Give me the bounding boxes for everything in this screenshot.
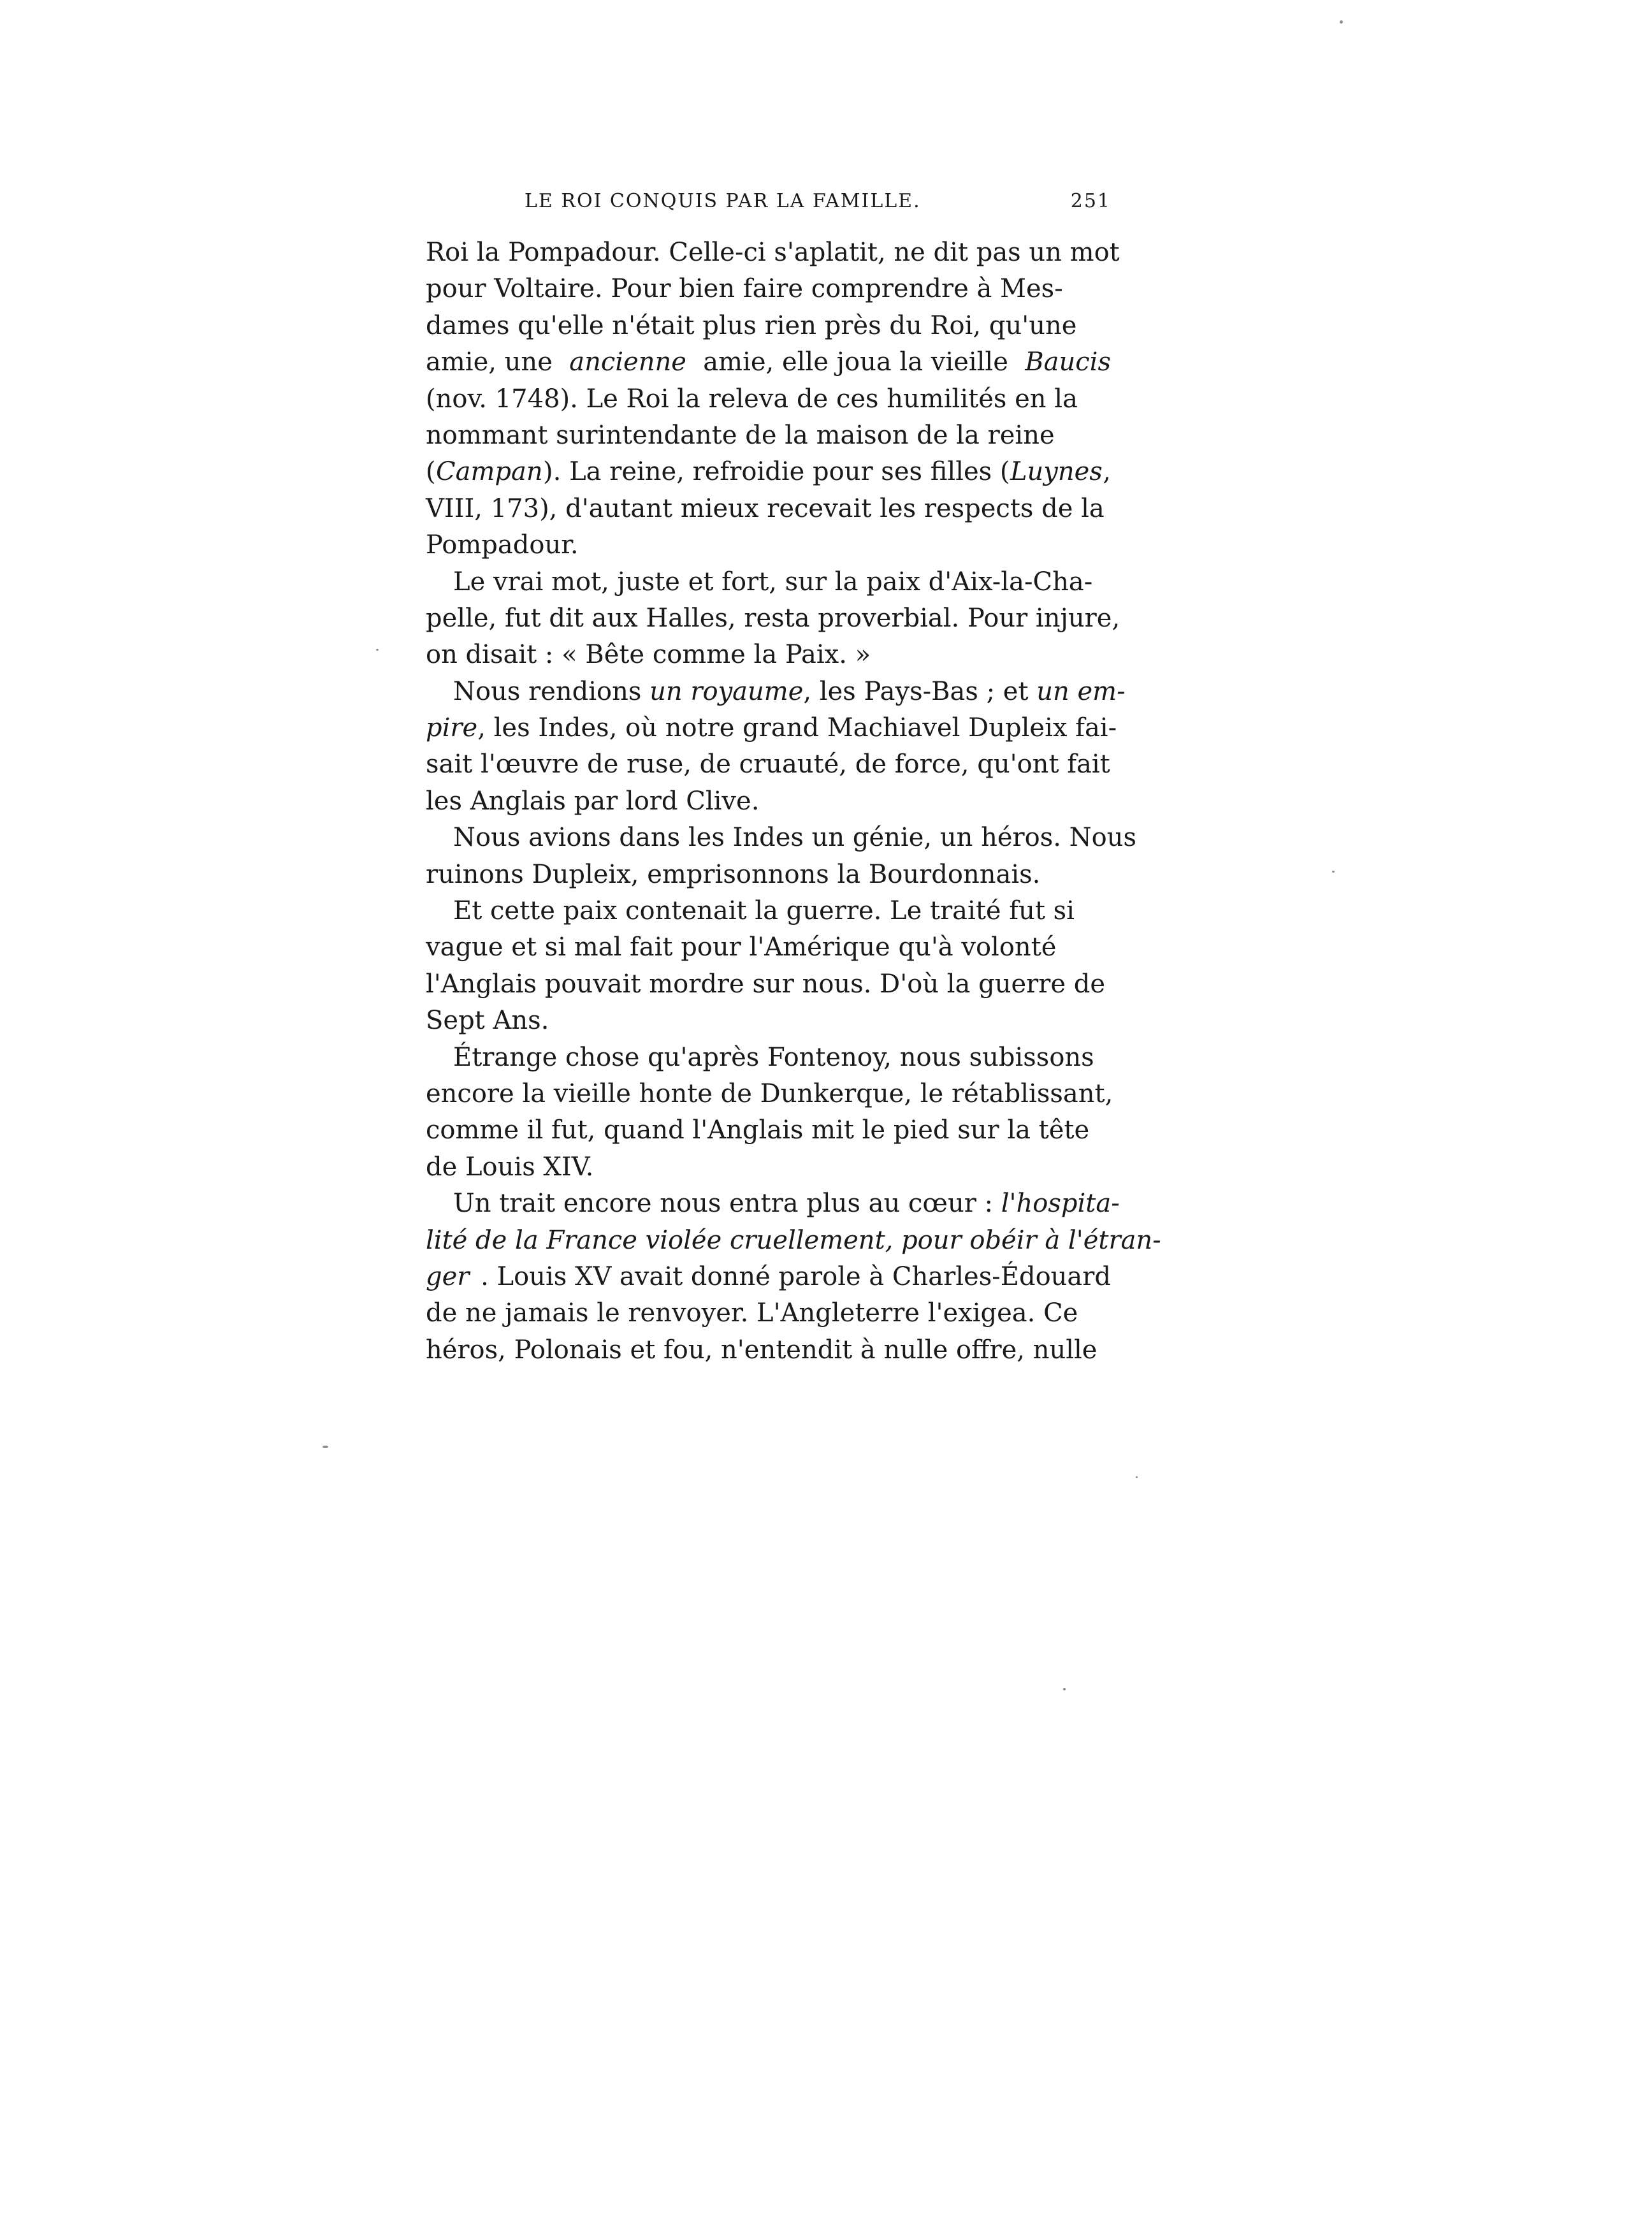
- text-line: Le vrai mot, juste et fort, sur la paix d'Aix-la-Cha-: [453, 567, 1093, 597]
- text-line: comme il fut, quand l'Anglais mit le pied sur la tête: [426, 1115, 1090, 1145]
- body-text: [426, 235, 1161, 1368]
- text-line: l'Anglais pouvait mordre sur nous. D'où la guerre de: [426, 969, 1106, 999]
- text-line: Nous rendions un royaume , les Pays-Bas ; et un em-: [453, 676, 1126, 706]
- text-line: vague et si mal fait pour l'Amérique qu'à volonté: [426, 933, 1057, 962]
- running-header: [426, 190, 1111, 228]
- text-line: pelle, fut dit aux Halles, resta proverbial. Pour injure,: [426, 603, 1120, 633]
- text-line: nommant surintendante de la maison de la reine: [426, 420, 1055, 450]
- text-line: Et cette paix contenait la guerre. Le traité fut si: [453, 896, 1075, 926]
- text-line: les Anglais par lord Clive.: [426, 786, 760, 816]
- text-line: de ne jamais le renvoyer. L'Angleterre l'exigea. Ce: [426, 1298, 1078, 1328]
- scan-speck: [376, 649, 379, 651]
- text-line: de Louis XIV.: [426, 1152, 594, 1182]
- text-line: sait l'œuvre de ruse, de cruauté, de force, qu'ont fait: [426, 750, 1110, 780]
- scan-speck: [1136, 1476, 1138, 1478]
- text-line: encore la vieille honte de Dunkerque, le rétablissant,: [426, 1078, 1113, 1108]
- text-line: ruinons Dupleix, emprisonnons la Bourdonnais.: [426, 859, 1041, 889]
- text-line: dames qu'elle n'était plus rien près du Roi, qu'une: [426, 310, 1077, 340]
- text-line: Nous avions dans les Indes un génie, un héros. Nous: [453, 823, 1137, 853]
- text-line: Sept Ans.: [426, 1006, 549, 1036]
- scan-speck: [1340, 20, 1343, 24]
- text-line: Un trait encore nous entra plus au cœur : l'hospita-: [453, 1189, 1120, 1219]
- page-number: 251: [1070, 190, 1111, 212]
- text-line: (nov. 1748). Le Roi la releva de ces humilités en la: [426, 384, 1078, 414]
- text-line: Étrange chose qu'après Fontenoy, nous subissons: [453, 1042, 1094, 1072]
- scan-speck: [1332, 871, 1335, 873]
- text-line: Pompadour.: [426, 530, 579, 560]
- text-line: VIII, 173), d'autant mieux recevait les respects de la: [426, 493, 1105, 523]
- scan-speck: [322, 1446, 328, 1448]
- text-line: amie, une ancienne amie, elle joua la vieille Baucis: [426, 347, 1111, 377]
- text-line: héros, Polonais et fou, n'entendit à nulle offre, nulle: [426, 1335, 1098, 1365]
- running-title: LE ROI CONQUIS PAR LA FAMILLE.: [525, 190, 921, 212]
- text-line: pour Voltaire. Pour bien faire comprendre à Mes-: [426, 274, 1063, 304]
- scan-speck: [1063, 1688, 1066, 1690]
- text-line: Roi la Pompadour. Celle-ci s'aplatit, ne dit pas un mot: [426, 238, 1120, 267]
- text-line: pire , les Indes, où notre grand Machiavel Dupleix fai-: [426, 713, 1117, 743]
- text-line: ( Campan ). La reine, refroidie pour ses filles ( Luynes ,: [426, 457, 1111, 487]
- text-line: on disait : « Bête comme la Paix. »: [426, 640, 871, 670]
- text-line: lité de la France violée cruellement, pour obéir à l'étran-: [426, 1225, 1161, 1255]
- text-line: ger . Louis XV avait donné parole à Charles-Édouard: [426, 1261, 1111, 1291]
